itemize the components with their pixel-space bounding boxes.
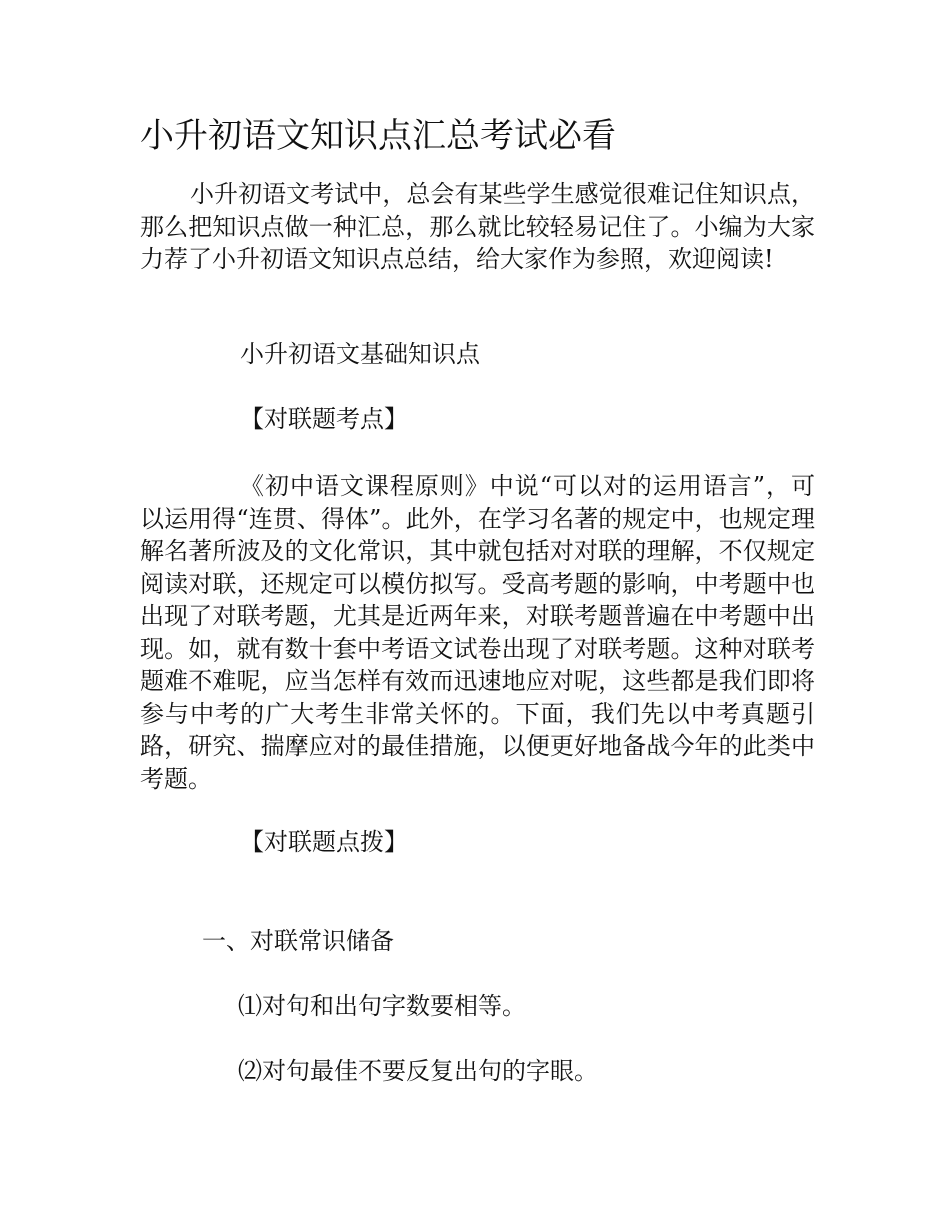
heading-couplet-exam-points: 【对联题考点】 <box>240 405 408 433</box>
document-title: 小升初语文知识点汇总考试必看 <box>140 116 616 156</box>
heading-couplet-tips: 【对联题点拨】 <box>240 828 408 856</box>
list-item: ⑴对句和出句字数要相等。 <box>238 992 526 1020</box>
list-item: ⑵对句最佳不要反复出句的字眼。 <box>238 1057 598 1085</box>
body-paragraph: 《初中语文课程原则》中说“可以对的运用语言”，可以运用得“连贯、得体”。此外，在学习名著的规定中，也规定理解名著所波及的文化常识，其中就包括对对联的理解，不仅规定阅读对联，还规定可以模仿拟写。受高考题的影响，中考题中也出现了对联考题，尤其是近两年来，对联考题普遍在中考题中出现。如，就有数十套中考语文试卷出现了对联考题。这种对联考题难不难呢，应当怎样有效而迅速地应对呢，这些都是我们即将参与中考的广大考生非常关怀的。下面，我们先以中考真题引路，研究、揣摩应对的最佳措施，以便更好地备战今年的此类中考题。 <box>140 472 815 793</box>
heading-basics: 小升初语文基础知识点 <box>240 340 480 368</box>
section-heading-couplet-basics: 一、对联常识储备 <box>202 927 394 955</box>
intro-paragraph: 小升初语文考试中，总会有某些学生感觉很难记住知识点，那么把知识点做一种汇总，那么就比较轻易记住了。小编为大家力荐了小升初语文知识点总结，给大家作为参照，欢迎阅读! <box>140 180 815 273</box>
